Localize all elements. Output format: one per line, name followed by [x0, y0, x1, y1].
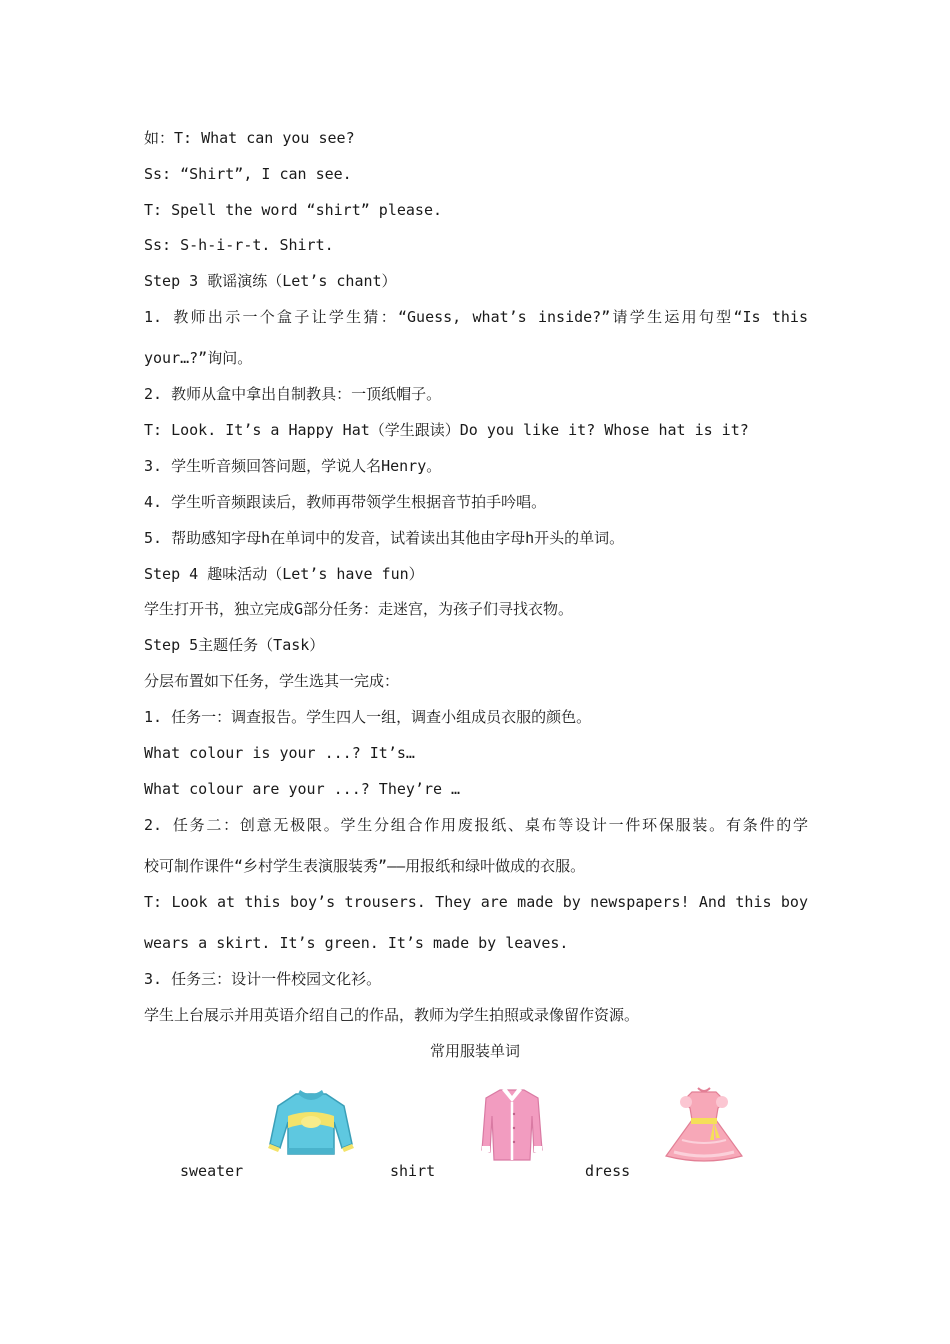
step-heading: Step 3 歌谣演练（Let’s chant）: [144, 272, 397, 290]
text-line: 2. 任务二：创意无极限。学生分组合作用废报纸、桌布等设计一件环保服装。有条件的学: [144, 816, 808, 834]
vocab-title: 常用服装单词: [429, 1042, 520, 1060]
text-line: 如：T: What can you see?: [144, 129, 355, 147]
sweater-icon: [268, 1086, 354, 1158]
text-line: Ss: S-h-i-r-t. Shirt.: [144, 236, 334, 254]
vocab-word-sweater: sweater: [180, 1162, 244, 1180]
text-line: 3. 学生听音频回答问题，学说人名Henry。: [144, 457, 442, 475]
text-line: 学生打开书，独立完成G部分任务：走迷宫，为孩子们寻找衣物。: [144, 600, 574, 618]
text-line: What colour are your ...? They’re …: [144, 780, 461, 798]
text-line: T: Look at this boy’s trousers. They are made by newspapers! And this boy: [144, 893, 808, 911]
text-line: 3. 任务三：设计一件校园文化衫。: [144, 970, 382, 988]
text-line: Ss: “Shirt”, I can see.: [144, 165, 352, 183]
text-line: T: Spell the word “shirt” please.: [144, 201, 443, 219]
text-line: 4. 学生听音频跟读后，教师再带领学生根据音节拍手吟唱。: [144, 493, 547, 511]
text-line: 2. 教师从盒中拿出自制教具：一顶纸帽子。: [144, 385, 442, 403]
text-line: your…?”询问。: [144, 349, 253, 367]
text-line: 校可制作课件“乡村学生表演服装秀”——用报纸和绿叶做成的衣服。: [144, 857, 586, 875]
text-line: 分层布置如下任务，学生选其一完成：: [144, 672, 400, 690]
vocab-word-shirt: shirt: [390, 1162, 436, 1180]
text-line: 学生上台展示并用英语介绍自己的作品，教师为学生拍照或录像留作资源。: [144, 1006, 640, 1024]
text-line: What colour is your ...? It’s…: [144, 744, 415, 762]
text-line: T: Look. It’s a Happy Hat（学生跟读）Do you like it? Whose hat is it?: [144, 421, 749, 439]
step-heading: Step 4 趣味活动（Let’s have fun）: [144, 565, 424, 583]
text-line: 5. 帮助感知字母h在单词中的发音，试着读出其他由字母h开头的单词。: [144, 529, 625, 547]
dress-icon: [664, 1086, 744, 1164]
vocab-word-dress: dress: [585, 1162, 631, 1180]
shirt-icon: [480, 1086, 544, 1162]
text-line: 1. 教师出示一个盒子让学生猜：“Guess, what’s inside?”请学生运用句型“Is this: [144, 308, 808, 326]
text-line: 1. 任务一：调查报告。学生四人一组，调查小组成员衣服的颜色。: [144, 708, 592, 726]
text-line: wears a skirt. It’s green. It’s made by leaves.: [144, 934, 569, 952]
step-heading: Step 5主题任务（Task）: [144, 636, 325, 654]
